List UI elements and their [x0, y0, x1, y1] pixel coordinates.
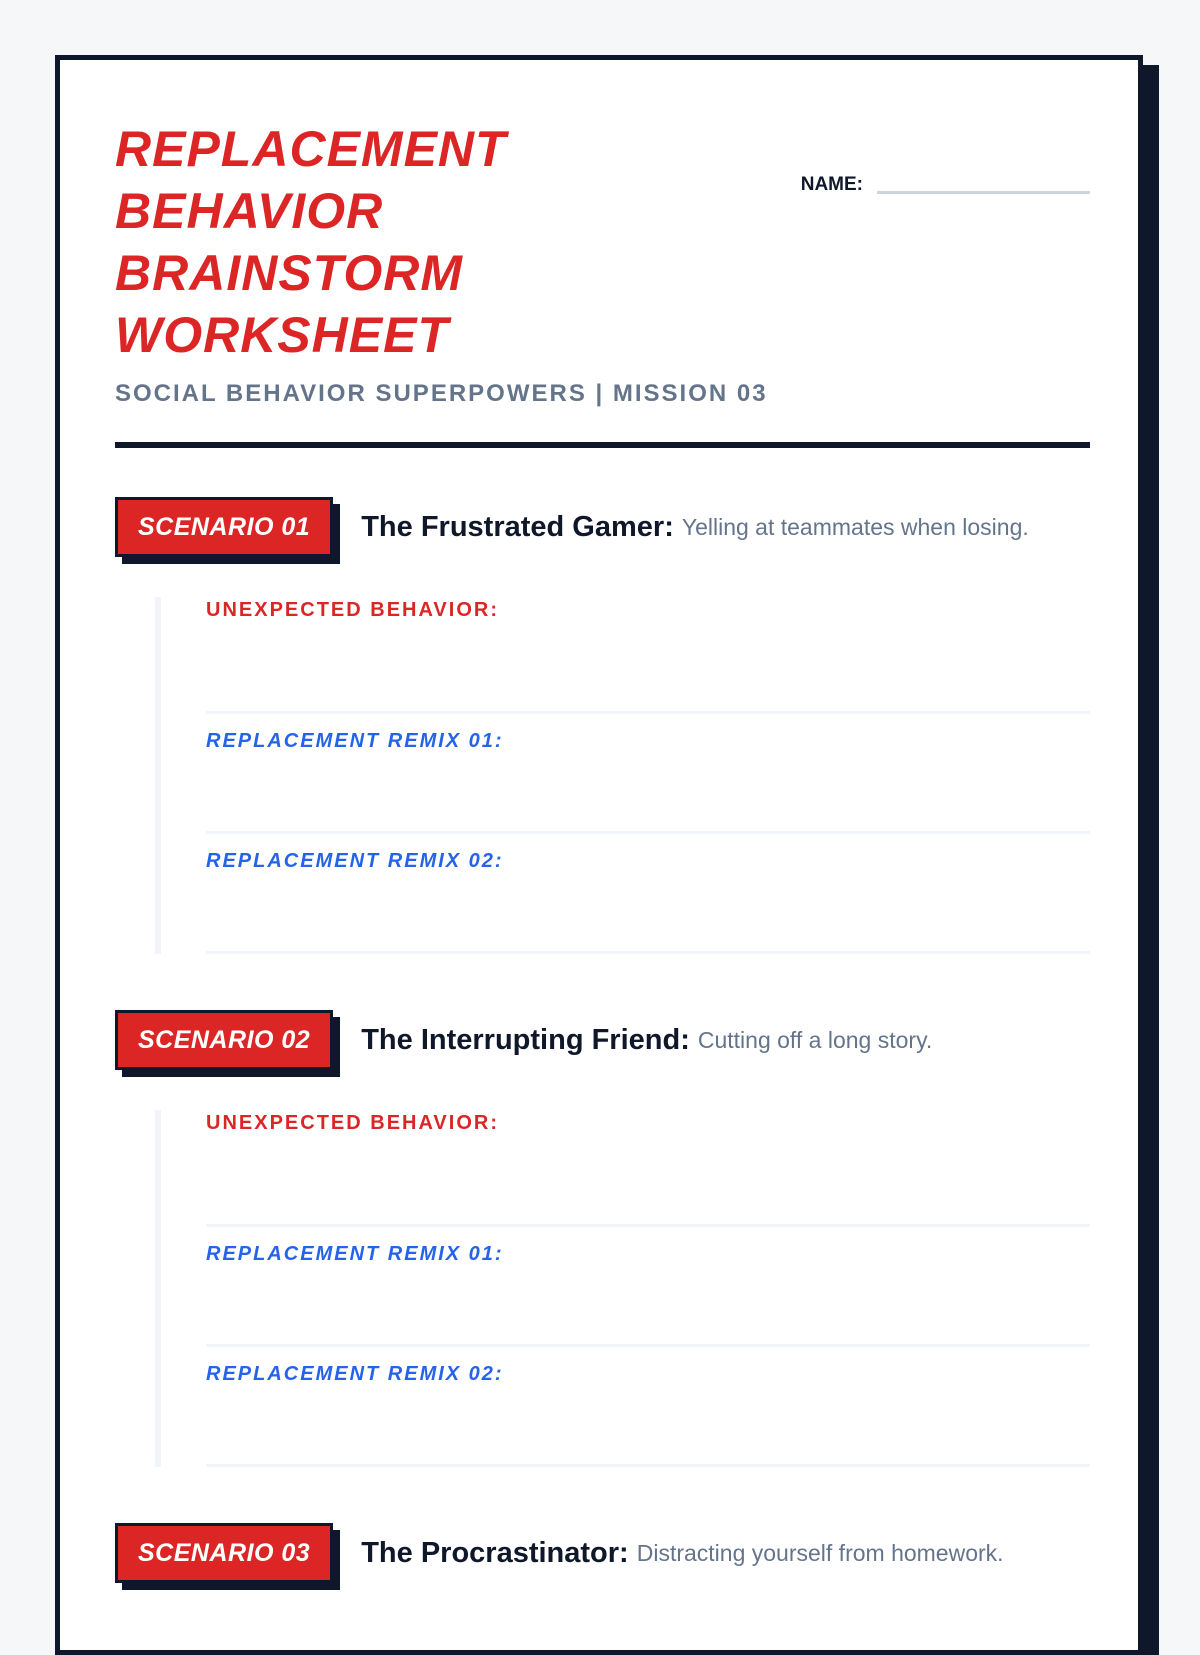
header-divider — [115, 442, 1090, 448]
scenario-header — [115, 497, 1090, 557]
replacement-remix-02-field[interactable] — [206, 834, 1090, 954]
unexpected-behavior-field[interactable] — [206, 1110, 1090, 1227]
scenario-title: The Frustrated Gamer: — [361, 510, 674, 543]
scenario-description: Distracting yourself from homework. — [636, 1539, 1004, 1566]
scenario-badge: SCENARIO 03 — [115, 1523, 333, 1583]
field-label: UNEXPECTED BEHAVIOR: — [206, 1112, 499, 1134]
scenario-title: The Interrupting Friend: — [361, 1023, 690, 1056]
scenario-section — [115, 1523, 1090, 1583]
worksheet-header — [115, 118, 1090, 408]
replacement-remix-02-field[interactable] — [206, 1347, 1090, 1467]
scenario-fields — [155, 1110, 1090, 1467]
field-label: REPLACEMENT REMIX 01: — [206, 730, 504, 752]
field-label: UNEXPECTED BEHAVIOR: — [206, 599, 499, 621]
worksheet-subtitle: SOCIAL BEHAVIOR SUPERPOWERS | MISSION 03 — [115, 380, 768, 407]
field-label: REPLACEMENT REMIX 01: — [206, 1243, 504, 1265]
scenario-description: Cutting off a long story. — [697, 1026, 933, 1053]
scenario-header — [115, 1010, 1090, 1070]
scenario-fields — [155, 597, 1090, 954]
scenario-title: The Procrastinator: — [361, 1536, 629, 1569]
scenario-badge: SCENARIO 01 — [115, 497, 333, 557]
replacement-remix-01-field[interactable] — [206, 714, 1090, 834]
name-label: NAME: — [800, 174, 863, 195]
scenario-header — [115, 1523, 1090, 1583]
scenario-badge: SCENARIO 02 — [115, 1010, 333, 1070]
scenario-section — [115, 497, 1090, 954]
field-label: REPLACEMENT REMIX 02: — [206, 1363, 504, 1385]
replacement-remix-01-field[interactable] — [206, 1227, 1090, 1347]
name-input-line[interactable] — [877, 191, 1090, 194]
scenario-description: Yelling at teammates when losing. — [681, 513, 1029, 540]
worksheet-page — [55, 55, 1143, 1655]
name-field — [801, 174, 1090, 196]
unexpected-behavior-field[interactable] — [206, 597, 1090, 714]
scenario-section — [115, 1010, 1090, 1467]
worksheet-title: REPLACEMENT BEHAVIOR BRAINSTORM WORKSHEET — [115, 121, 507, 363]
field-label: REPLACEMENT REMIX 02: — [206, 850, 504, 872]
